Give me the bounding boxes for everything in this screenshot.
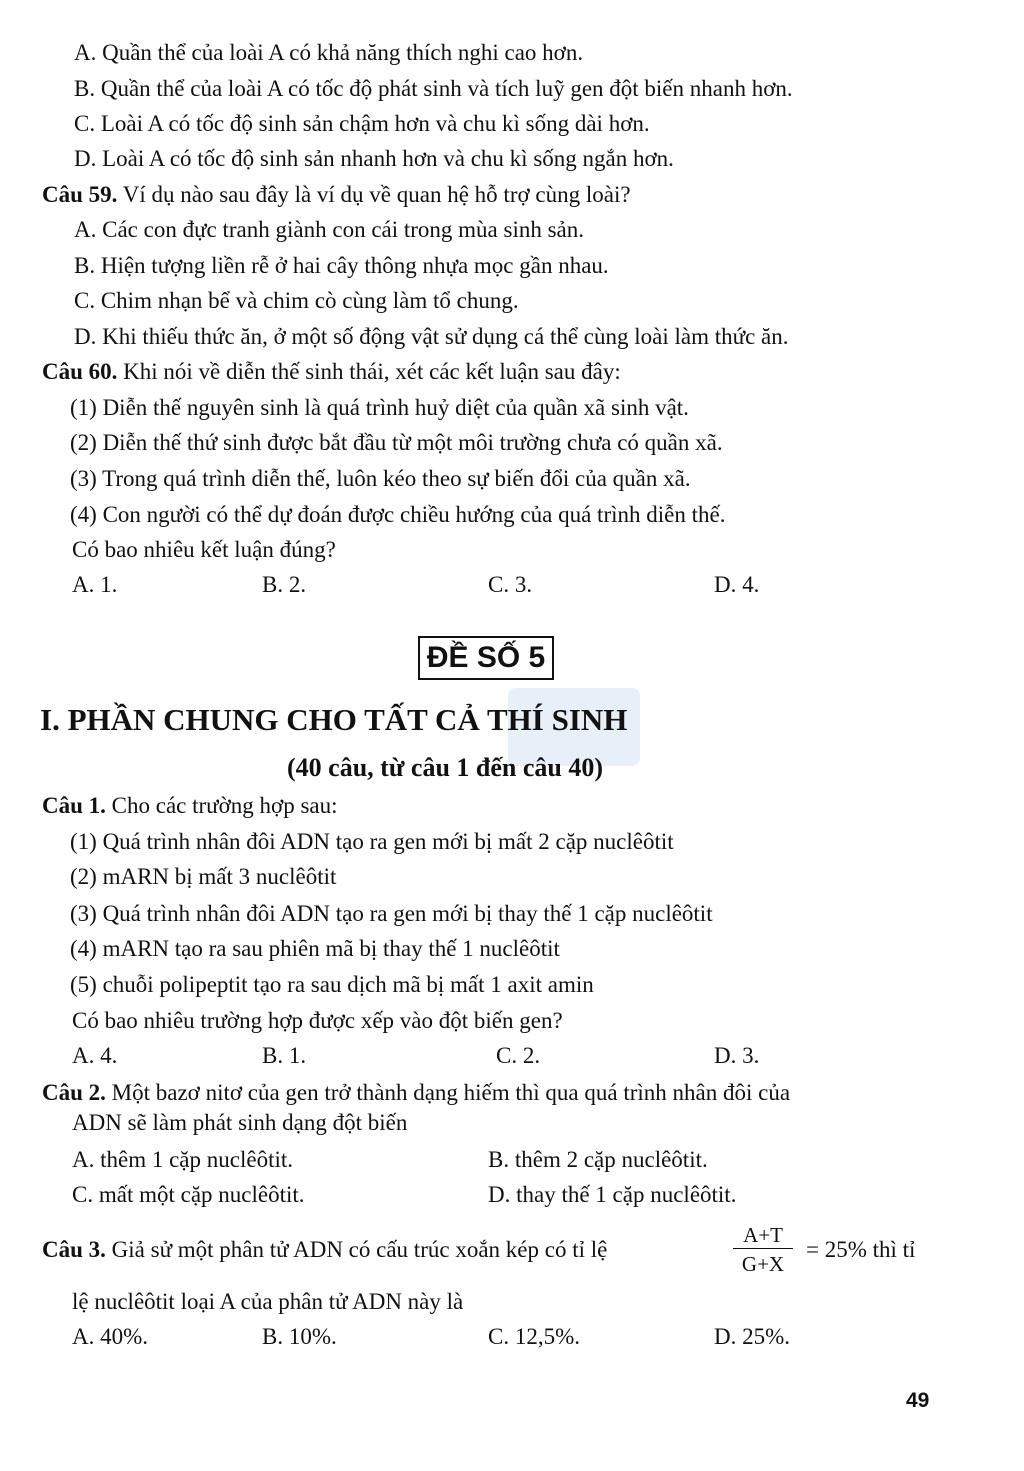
q58-option-c: C. Loài A có tốc độ sinh sản chậm hơn và chu kì sống dài hơn. (74, 111, 650, 136)
q60-option-d: D. 4. (714, 572, 760, 597)
q1-statement-3: (3) Quá trình nhân đôi ADN tạo ra gen mới bị thay thế 1 cặp nuclêôtit (70, 901, 713, 926)
q58-option-d: D. Loài A có tốc độ sinh sản nhanh hơn và chu kì sống ngắn hơn. (74, 146, 674, 171)
q60-option-c: C. 3. (488, 572, 533, 597)
q1-option-b: B. 1. (262, 1043, 307, 1068)
page-number: 49 (906, 1389, 930, 1412)
q59-text: Ví dụ nào sau đây là ví dụ về quan hệ hỗ trợ cùng loài? (117, 182, 631, 207)
q3-fraction (733, 1222, 793, 1279)
q1-statement-4: (4) mARN tạo ra sau phiên mã bị thay thế 1 nuclêôtit (70, 936, 560, 961)
q59-label: Câu 59. (42, 182, 118, 207)
q60-option-a: A. 1. (72, 572, 118, 597)
q60-stem (42, 357, 621, 387)
q2-option-b: B. thêm 2 cặp nuclêôtit. (488, 1147, 708, 1172)
q60-statement-1: (1) Diễn thế nguyên sinh là quá trình huỷ diệt của quần xã sinh vật. (70, 395, 689, 420)
q3-text-after: = 25% thì tỉ (806, 1237, 916, 1262)
q3-stem (42, 1235, 607, 1265)
q1-option-c: C. 2. (496, 1043, 541, 1068)
q60-statement-4: (4) Con người có thể dự đoán được chiều hướng của quá trình diễn thế. (70, 502, 726, 527)
q59-stem (42, 180, 631, 210)
q1-label: Câu 1. (42, 793, 106, 818)
q3-option-d: D. 25%. (714, 1324, 791, 1349)
q3-option-c: C. 12,5%. (488, 1324, 580, 1349)
q1-text: Cho các trường hợp sau: (105, 793, 338, 818)
q2-label: Câu 2. (42, 1080, 106, 1105)
q1-statement-5: (5) chuỗi polipeptit tạo ra sau dịch mã bị mất 1 axit amin (70, 972, 594, 997)
q60-statement-3: (3) Trong quá trình diễn thế, luôn kéo theo sự biến đổi của quần xã. (70, 466, 691, 491)
q1-question: Có bao nhiêu trường hợp được xếp vào đột biến gen? (72, 1008, 563, 1033)
q60-statement-2: (2) Diễn thế thứ sinh được bắt đầu từ một môi trường chưa có quần xã. (70, 430, 723, 455)
q3-label: Câu 3. (42, 1237, 106, 1262)
q3-option-b: B. 10%. (262, 1324, 337, 1349)
section-subtitle: (40 câu, từ câu 1 đến câu 40) (287, 753, 604, 782)
q2-text-line2: ADN sẽ làm phát sinh dạng đột biến (72, 1110, 408, 1135)
q59-option-d: D. Khi thiếu thức ăn, ở một số động vật sử dụng cá thể cùng loài làm thức ăn. (74, 324, 789, 349)
q1-option-d: D. 3. (714, 1043, 760, 1068)
q3-fraction-numerator: A+T (733, 1222, 793, 1249)
exam-title: ĐỀ SỐ 5 (418, 636, 554, 680)
section-title: I. PHẦN CHUNG CHO TẤT CẢ THÍ SINH (40, 702, 628, 737)
q59-option-a: A. Các con đực tranh giành con cái trong mùa sinh sản. (74, 217, 585, 242)
q59-option-c: C. Chim nhạn bể và chim cò cùng làm tổ chung. (74, 288, 519, 313)
q1-statement-1: (1) Quá trình nhân đôi ADN tạo ra gen mới bị mất 2 cặp nuclêôtit (70, 829, 674, 854)
q2-text-line1: Một bazơ nitơ của gen trở thành dạng hiếm thì qua quá trình nhân đôi của (105, 1080, 791, 1105)
q60-question: Có bao nhiêu kết luận đúng? (72, 537, 336, 562)
q2-stem (42, 1078, 790, 1108)
q2-option-a: A. thêm 1 cặp nuclêôtit. (72, 1147, 293, 1172)
q3-option-a: A. 40%. (72, 1324, 149, 1349)
q59-option-b: B. Hiện tượng liền rễ ở hai cây thông nhựa mọc gần nhau. (74, 253, 609, 278)
q2-option-d: D. thay thế 1 cặp nuclêôtit. (488, 1182, 737, 1207)
q58-option-b: B. Quần thể của loài A có tốc độ phát sinh và tích luỹ gen đột biến nhanh hơn. (74, 76, 793, 101)
q3-text-line2: lệ nuclêôtit loại A của phân tử ADN này là (72, 1289, 464, 1314)
q60-text: Khi nói về diễn thế sinh thái, xét các kết luận sau đây: (117, 359, 621, 384)
q2-option-c: C. mất một cặp nuclêôtit. (72, 1182, 305, 1207)
q60-label: Câu 60. (42, 359, 118, 384)
q3-fraction-denominator: G+X (741, 1252, 785, 1276)
q58-option-a: A. Quần thể của loài A có khả năng thích nghi cao hơn. (74, 40, 584, 65)
q3-text-before: Giả sử một phân tử ADN có cấu trúc xoắn kép có tỉ lệ (105, 1237, 608, 1262)
q1-stem (42, 791, 338, 821)
q60-option-b: B. 2. (262, 572, 307, 597)
q1-option-a: A. 4. (72, 1043, 118, 1068)
q1-statement-2: (2) mARN bị mất 3 nuclêôtit (70, 864, 337, 889)
